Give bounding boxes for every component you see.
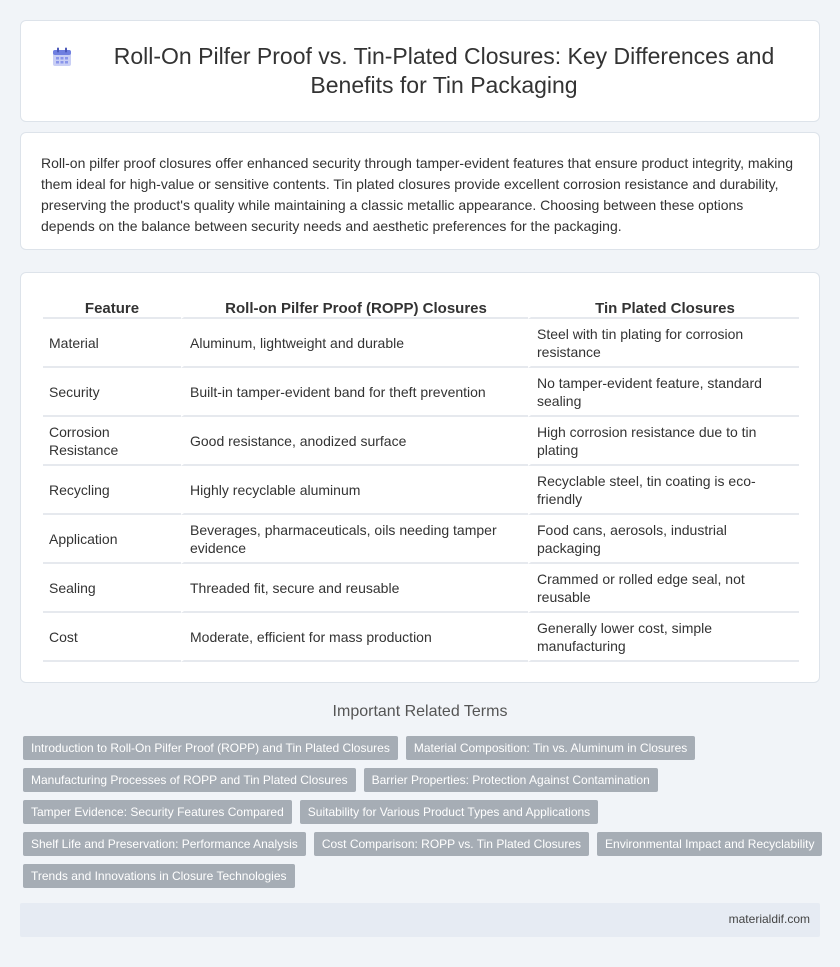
cell-tin: Food cans, aerosols, industrial packaging <box>528 515 799 564</box>
cell-feature: Recycling <box>43 466 181 515</box>
cell-feature: Application <box>43 515 181 564</box>
cell-ropp: Aluminum, lightweight and durable <box>181 319 528 368</box>
cell-tin: Generally lower cost, simple manufacturing <box>528 613 799 662</box>
footer-brand[interactable]: materialdif.com <box>728 912 810 926</box>
related-term-tag[interactable]: Barrier Properties: Protection Against Contamination <box>364 768 658 792</box>
page-title: Roll-On Pilfer Proof vs. Tin-Plated Closures: Key Differences and Benefits for Tin Packaging <box>113 43 775 98</box>
header-feature: Feature <box>43 295 181 319</box>
footer <box>20 903 820 937</box>
related-term-tag[interactable]: Trends and Innovations in Closure Technologies <box>23 864 295 888</box>
cell-ropp: Moderate, efficient for mass production <box>181 613 528 662</box>
cell-ropp: Threaded fit, secure and reusable <box>181 564 528 613</box>
cell-feature: Material <box>43 319 181 368</box>
cell-tin: Recyclable steel, tin coating is eco-friendly <box>528 466 799 515</box>
cell-feature: Sealing <box>43 564 181 613</box>
related-terms-list <box>23 736 823 888</box>
related-term-tag[interactable]: Environmental Impact and Recyclability <box>597 832 822 856</box>
intro-card <box>20 132 820 250</box>
intro-text: Roll-on pilfer proof closures offer enhanced security through tamper-evident features that ensure product integrity, making them ideal for high-value or sensitive contents. Tin plated closures provide excellent corrosion resistance and durability, preserving the product's quality while maintaining a classic metallic appearance. Choosing between these options depends on the balance between security needs and aesthetic preferences for the packaging. <box>41 155 793 234</box>
header-ropp: Roll-on Pilfer Proof (ROPP) Closures <box>181 295 528 319</box>
table-row <box>43 613 799 662</box>
header-card <box>20 20 820 122</box>
cell-tin: Crammed or rolled edge seal, not reusable <box>528 564 799 613</box>
cell-feature: Cost <box>43 613 181 662</box>
cell-ropp: Beverages, pharmaceuticals, oils needing tamper evidence <box>181 515 528 564</box>
calendar-icon <box>51 46 73 68</box>
cell-ropp: Built-in tamper-evident band for theft prevention <box>181 368 528 417</box>
comparison-table-card <box>20 272 820 683</box>
table-row <box>43 417 799 466</box>
related-term-tag[interactable]: Suitability for Various Product Types and Applications <box>300 800 598 824</box>
cell-ropp: Good resistance, anodized surface <box>181 417 528 466</box>
related-terms-title: Important Related Terms <box>332 703 508 720</box>
related-term-tag[interactable]: Shelf Life and Preservation: Performance Analysis <box>23 832 306 856</box>
table-row <box>43 466 799 515</box>
related-term-tag[interactable]: Introduction to Roll-On Pilfer Proof (ROPP) and Tin Plated Closures <box>23 736 398 760</box>
header-tin: Tin Plated Closures <box>528 295 799 319</box>
table-row <box>43 319 799 368</box>
table-row <box>43 515 799 564</box>
cell-feature: Security <box>43 368 181 417</box>
related-term-tag[interactable]: Material Composition: Tin vs. Aluminum in Closures <box>406 736 695 760</box>
cell-tin: High corrosion resistance due to tin plating <box>528 417 799 466</box>
cell-tin: No tamper-evident feature, standard sealing <box>528 368 799 417</box>
table-header-row <box>43 295 799 319</box>
table-row <box>43 368 799 417</box>
table-row <box>43 564 799 613</box>
cell-ropp: Highly recyclable aluminum <box>181 466 528 515</box>
cell-feature: Corrosion Resistance <box>43 417 181 466</box>
related-term-tag[interactable]: Manufacturing Processes of ROPP and Tin Plated Closures <box>23 768 356 792</box>
cell-tin: Steel with tin plating for corrosion resistance <box>528 319 799 368</box>
related-term-tag[interactable]: Cost Comparison: ROPP vs. Tin Plated Closures <box>314 832 589 856</box>
related-term-tag[interactable]: Tamper Evidence: Security Features Compared <box>23 800 292 824</box>
comparison-table <box>43 295 799 662</box>
